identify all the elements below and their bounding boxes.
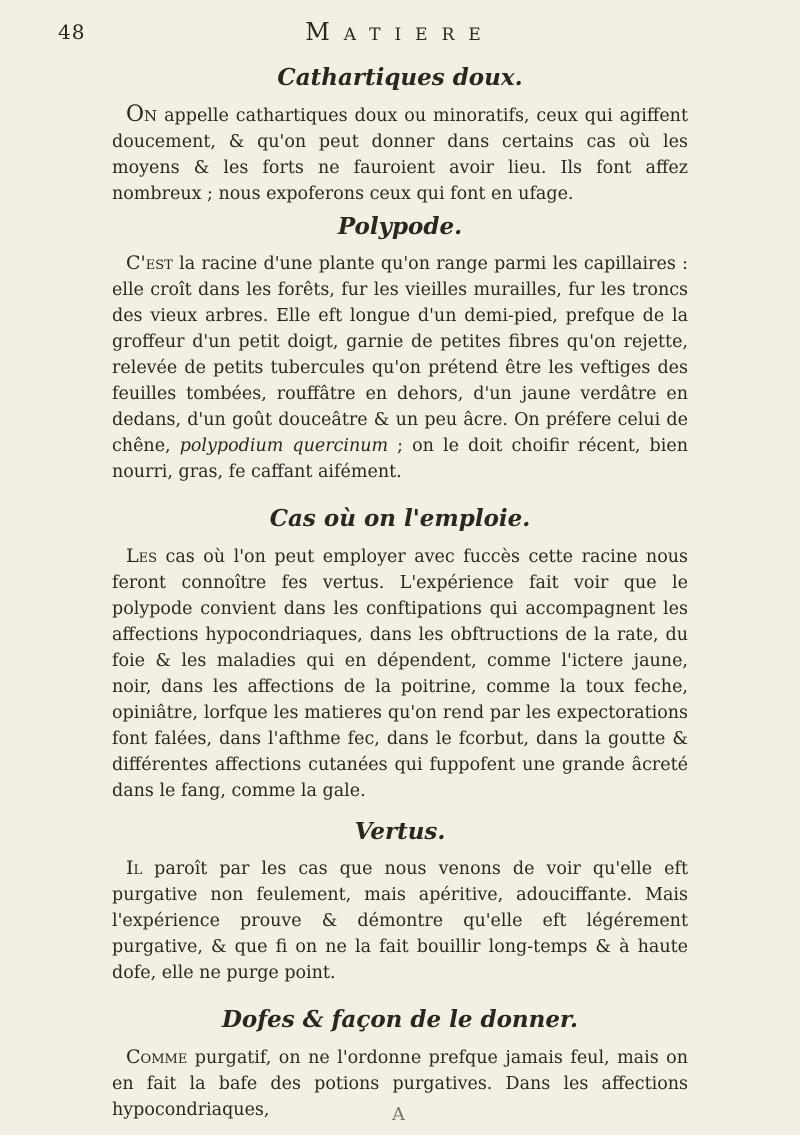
section-title: Dofes & façon de le donner. (221, 1006, 579, 1034)
section-title: Polypode. (337, 212, 463, 240)
section-polypode (112, 213, 688, 486)
section-title: Cathartiques doux. (277, 64, 523, 91)
section-cas-emploie (112, 505, 688, 804)
paragraph (112, 250, 688, 485)
section-cathartiques-doux (112, 64, 688, 207)
paragraph-lead: Les (126, 544, 158, 567)
paragraph-text: paroît par les cas que nous venons de voir qu'elle eft purgative non feulement, mais apéritive, adouciffante. Mais l'expérience prouve & démontre qu'elle eft légérement purgative, & que fi on ne la fait bouillir long-temps & à haute dofe, elle ne purge point. (112, 859, 688, 984)
paragraph-lead: Comme (126, 1045, 188, 1068)
paragraph-text: purgatif, on ne l'ordonne prefque jamais feul, mais on en fait la bafe des potions purgatives. Dans les affections hypocondriaques, (112, 1047, 688, 1120)
paragraph (112, 102, 688, 207)
signature-mark: A (392, 1104, 405, 1125)
paragraph-text: cas où l'on peut employer avec fuccès cette racine nous feront connoître fes vertus. L'expérience fait voir que le polypode convient dans les conftipations qui accompagnent les affections hypocondriaques, dans les obftructions de la rate, du foie & les maladies qui en dépendent, comme l'ictere jaune, noir, dans les affections de la poitrine, comme la toux feche, opiniâtre, lorfque les matieres qu'on rend par les expectorations font falées, dans l'afthme fec, dans le fcorbut, dans la goutte & différentes affections cutanées qui fuppofent une grande âcreté dans le fang, comme la gale. (112, 546, 688, 801)
page-number: 48 (58, 20, 86, 44)
section-vertus (112, 818, 688, 987)
running-head (58, 18, 688, 64)
paragraph-lead: C'est (126, 252, 173, 275)
paragraph-text: la racine d'une plante qu'on range parmi les capillaires : elle croît dans les forêts, fur les vieilles murailles, fur les troncs des vieux arbres. Elle eft longue d'un demi-pied, prefque de la groffeur d'un petit doigt, garnie de petites fibres qu'on rejette, relevée de petits tubercules qu'on prétend être les veftiges des feuilles tombées, rouffâtre en dehors, d'un jaune verdâtre en dedans, d'un goût douceâtre & un peu âcre. On préfere celui de chêne, (112, 254, 688, 457)
paragraph-text-end: ; on le doit choifir récent, bien nourri, gras, fe caffant aifément. (112, 436, 688, 483)
running-title: Matiere (305, 18, 495, 46)
latin-name: polypodium quercinum (179, 436, 389, 457)
paragraph (112, 543, 688, 804)
paragraph (112, 855, 688, 986)
paragraph-lead: Il (126, 857, 143, 880)
section-title: Cas où on l'emploie. (269, 505, 531, 533)
paragraph-text: appelle cathartiques doux ou minoratifs, ceux qui agiffent doucement, & qu'on peut donner dans certains cas où les moyens & les forts ne fauroient avoir lieu. Ils font affez nombreux ; nous expoferons ceux qui font en ufage. (112, 105, 688, 204)
section-title: Vertus. (354, 817, 446, 845)
paragraph-lead: On (126, 101, 158, 127)
